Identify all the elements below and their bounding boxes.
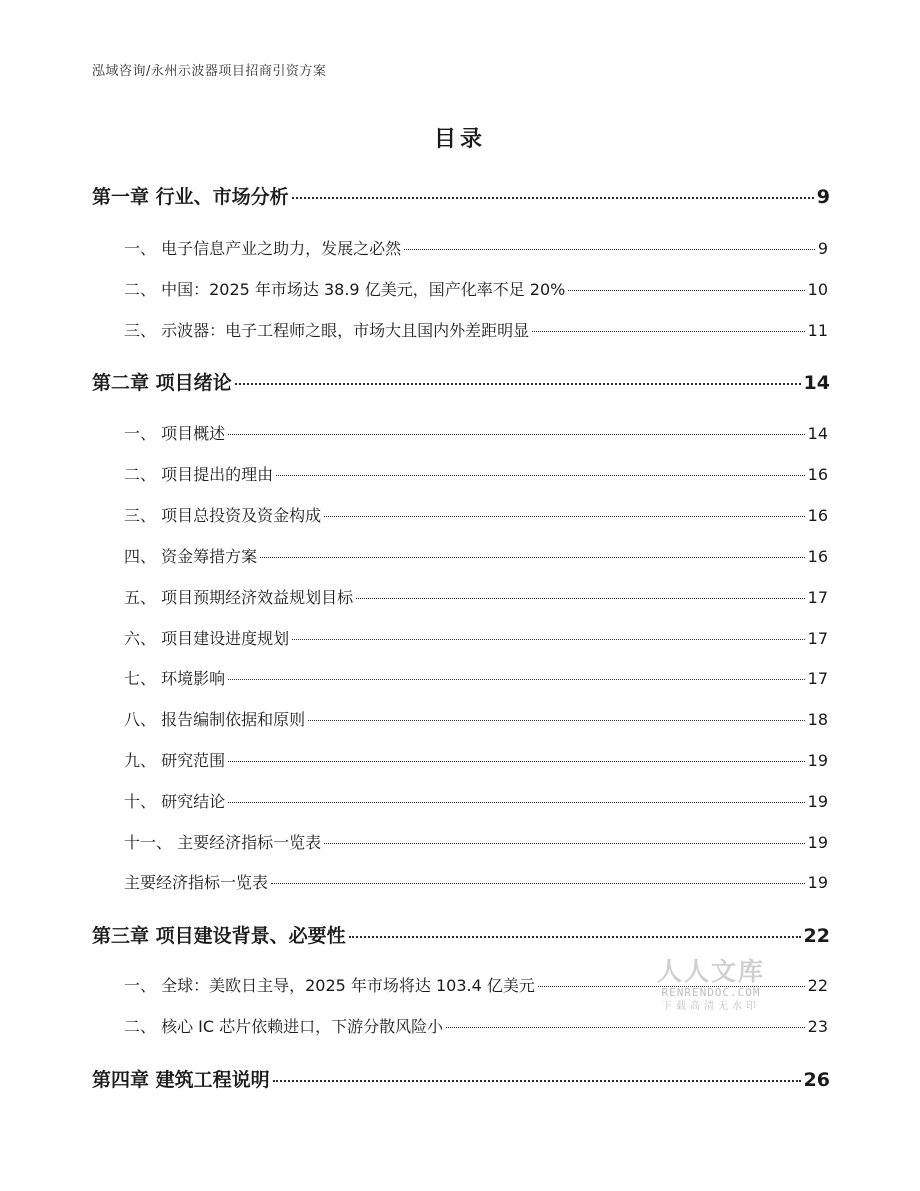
toc-entry-text: 五、 项目预期经济效益规划目标: [124, 588, 354, 607]
toc-page-number: 16: [807, 547, 828, 566]
toc-page-number: 14: [803, 372, 830, 394]
toc-page-number: 16: [807, 506, 828, 525]
toc-entry-section[interactable]: [124, 870, 828, 893]
watermark-domain: RENRENDOC.COM: [661, 986, 761, 999]
toc-entry-section[interactable]: [124, 236, 828, 259]
toc-page-number: 11: [807, 321, 828, 340]
document-header-note: 泓域咨询/永州示波器项目招商引资方案: [92, 64, 327, 79]
toc-page-number: 9: [817, 239, 828, 258]
toc-entry-section[interactable]: [124, 277, 828, 300]
toc-entry-chapter[interactable]: [92, 1065, 830, 1092]
toc-page-number: 23: [807, 1017, 828, 1036]
toc-entry-chapter[interactable]: [92, 921, 830, 948]
toc-entry-text: 第三章 项目建设背景、必要性: [92, 925, 346, 947]
toc-entry-text: 三、 项目总投资及资金构成: [124, 506, 322, 525]
toc-entry-text: 第四章 建筑工程说明: [92, 1069, 270, 1091]
toc-page-number: 14: [807, 424, 828, 443]
toc-dot-leader: [228, 434, 805, 435]
toc-page-number: 19: [807, 833, 828, 852]
toc-page-number: 9: [816, 186, 830, 208]
toc-entry-text: 一、 项目概述: [124, 424, 226, 443]
toc-entry-chapter[interactable]: [92, 368, 830, 395]
toc-dot-leader: [292, 639, 805, 640]
toc-page-number: 19: [807, 751, 828, 770]
toc-entry-section[interactable]: [124, 789, 828, 812]
toc-page-number: 26: [803, 1069, 830, 1091]
toc-entry-text: 四、 资金筹措方案: [124, 547, 258, 566]
toc-page-number: 22: [803, 925, 830, 947]
watermark: [648, 958, 774, 1014]
toc-dot-leader: [446, 1027, 804, 1028]
toc-entry-text: 九、 研究范围: [124, 751, 226, 770]
toc-page-number: 18: [807, 710, 828, 729]
toc-dot-leader: [568, 290, 804, 291]
toc-dot-leader: [228, 802, 805, 803]
toc-page-number: 17: [807, 629, 828, 648]
toc-dot-leader: [356, 598, 805, 599]
toc-entry-section[interactable]: [124, 585, 828, 608]
toc-dot-leader: [292, 197, 814, 199]
toc-dot-leader: [404, 249, 815, 250]
toc-dot-leader: [324, 516, 805, 517]
toc-entry-text: 十、 研究结论: [124, 792, 226, 811]
toc-dot-leader: [228, 679, 805, 680]
toc-entry-section[interactable]: [124, 503, 828, 526]
toc-dot-leader: [324, 843, 805, 844]
toc-entry-chapter[interactable]: [92, 182, 830, 209]
toc-entry-section[interactable]: [124, 707, 828, 730]
toc-entry-section[interactable]: [124, 421, 828, 444]
toc-entry-section[interactable]: [124, 544, 828, 567]
toc-entry-text: 六、 项目建设进度规划: [124, 629, 290, 648]
toc-dot-leader: [228, 761, 805, 762]
toc-entry-text: 八、 报告编制依据和原则: [124, 710, 306, 729]
toc-entry-text: 二、 中国：2025 年市场达 38.9 亿美元，国产化率不足 20%: [124, 280, 566, 299]
toc-entry-section[interactable]: [124, 318, 828, 341]
toc-page-number: 17: [807, 669, 828, 688]
toc-page-number: 17: [807, 588, 828, 607]
toc-entry-section[interactable]: [124, 462, 828, 485]
toc-entry-section[interactable]: [124, 830, 828, 853]
watermark-brand: 人人文库: [656, 957, 765, 986]
toc-entry-text: 二、 项目提出的理由: [124, 465, 274, 484]
toc-entry-text: 十一、 主要经济指标一览表: [124, 833, 322, 852]
toc-dot-leader: [271, 883, 805, 884]
toc-entry-text: 二、 核心 IC 芯片依赖进口，下游分散风险小: [124, 1017, 444, 1036]
toc-entry-text: 第二章 项目绪论: [92, 372, 232, 394]
toc-entry-section[interactable]: [124, 1014, 828, 1037]
toc-dot-leader: [532, 331, 805, 332]
toc-page-number: 10: [807, 280, 828, 299]
toc-dot-leader: [235, 383, 801, 385]
toc-dot-leader: [276, 475, 805, 476]
toc-entry-section[interactable]: [124, 748, 828, 771]
toc-entry-section[interactable]: [124, 666, 828, 689]
toc-entry-text: 七、 环境影响: [124, 669, 226, 688]
toc-page-number: 19: [807, 792, 828, 811]
toc-page-number: 22: [807, 976, 828, 995]
toc-entry-text: 一、 全球：美欧日主导，2025 年市场将达 103.4 亿美元: [124, 976, 535, 995]
toc-dot-leader: [308, 720, 805, 721]
watermark-slogan: 下载高清无水印: [662, 1001, 760, 1012]
toc-dot-leader: [273, 1080, 801, 1082]
toc-dot-leader: [260, 557, 805, 558]
toc-entry-text: 第一章 行业、市场分析: [92, 186, 289, 208]
toc-dot-leader: [349, 936, 801, 938]
toc-entry-text: 主要经济指标一览表: [124, 873, 269, 892]
toc-page-number: 19: [807, 873, 828, 892]
toc-entry-text: 一、 电子信息产业之助力，发展之必然: [124, 239, 402, 258]
toc-entry-text: 三、 示波器：电子工程师之眼，市场大且国内外差距明显: [124, 321, 530, 340]
toc-page-number: 16: [807, 465, 828, 484]
toc-title: 目录: [433, 127, 486, 152]
toc-entry-section[interactable]: [124, 626, 828, 649]
